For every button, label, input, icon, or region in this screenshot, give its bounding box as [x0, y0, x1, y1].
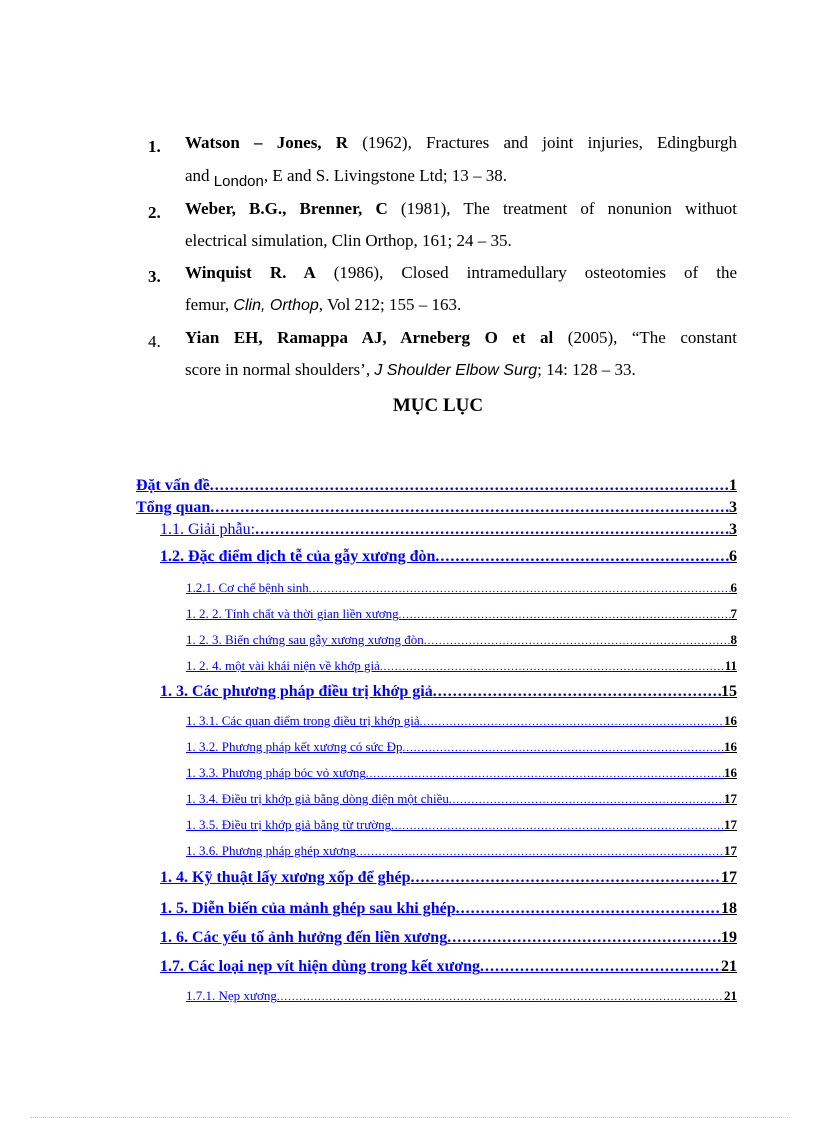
toc-entry[interactable]	[160, 683, 737, 701]
toc-entry-label: 1. 4. Kỹ thuật lấy xương xốp để ghép	[160, 869, 411, 886]
toc-entry-label: Tổng quan	[136, 499, 211, 516]
toc-entry-page: 19	[721, 929, 737, 946]
toc-entry[interactable]	[186, 988, 737, 1004]
toc-entry[interactable]	[186, 713, 737, 729]
toc-entry-page: 16	[724, 765, 737, 780]
reference-line-1: Winquist R. A (1986), Closed intramedullary osteotomies of the	[185, 263, 737, 282]
toc-dot-leader	[435, 548, 729, 566]
toc-entry[interactable]	[186, 843, 737, 859]
toc-entry[interactable]	[186, 817, 737, 833]
toc-entry-page: 3	[729, 499, 737, 516]
reference-authors: Winquist R. A	[185, 263, 316, 282]
toc-dot-leader	[433, 683, 721, 701]
toc-entry-label: 1. 3.6. Phương pháp ghép xương	[186, 843, 357, 858]
reference-line-1: Yian EH, Ramappa AJ, Arneberg O et al (2005), “The constant	[185, 328, 738, 347]
toc-entry-page: 3	[729, 521, 737, 538]
reference-authors: Watson – Jones, R	[185, 133, 349, 152]
reference-number: 4.	[148, 332, 161, 351]
toc-dot-leader	[447, 929, 721, 947]
toc-entry[interactable]	[160, 929, 737, 947]
toc-entry-label: 1. 3.2. Phương pháp kết xương có sức Ðp	[186, 739, 403, 754]
toc-dot-leader	[277, 991, 724, 1003]
toc-entry-page: 8	[730, 632, 737, 647]
toc-dot-leader	[456, 900, 721, 918]
toc-entry[interactable]	[160, 958, 737, 976]
toc-entry-page: 6	[730, 580, 737, 595]
toc-entry-page: 17	[724, 817, 737, 832]
toc-entry[interactable]	[160, 900, 737, 918]
reference-line-2: femur, Clin, Orthop, Vol 212; 155 – 163.	[185, 295, 462, 314]
toc-dot-leader	[480, 958, 721, 976]
toc-dot-leader	[411, 869, 722, 887]
toc-entry-page: 7	[730, 606, 737, 621]
toc-entry-label: 1.2. Đặc điểm dịch tễ của gẫy xương đòn	[160, 548, 436, 565]
toc-entry[interactable]	[186, 765, 737, 781]
toc-entry-label: 1. 6. Các yếu tố ảnh hưởng đến liền xương	[160, 929, 448, 946]
toc-entry-label: 1. 3. Các phương pháp điều trị khớp giả	[160, 683, 433, 700]
toc-dot-leader	[356, 846, 724, 858]
toc-dot-leader	[403, 742, 724, 754]
toc-entry-label: 1. 5. Diễn biến của mảnh ghép sau khi ghép	[160, 900, 456, 917]
toc-entry-label: 1. 2. 3. Biến chứng sau gẫy xương xương đòn	[186, 632, 424, 647]
toc-dot-leader	[309, 583, 731, 595]
reference-number: 1.	[148, 137, 161, 156]
toc-dot-leader	[424, 635, 731, 647]
toc-entry[interactable]	[186, 632, 737, 648]
reference-authors: Weber, B.G., Brenner, C	[185, 199, 388, 218]
reference-number: 2.	[148, 203, 161, 222]
toc-entry-page: 21	[724, 988, 737, 1003]
toc-dot-leader	[210, 477, 729, 495]
reference-authors: Yian EH, Ramappa AJ, Arneberg O et al	[185, 328, 554, 347]
reference-number: 3.	[148, 267, 161, 286]
toc-entry-label: 1.7. Các loại nẹp vít hiện dùng trong kết xương	[160, 958, 480, 975]
toc-dot-leader	[255, 521, 729, 539]
toc-entry-page: 16	[724, 739, 737, 754]
toc-entry-label: 1. 2. 4. một vài khái niện về khớp giả	[186, 658, 380, 673]
toc-entry[interactable]	[186, 739, 737, 755]
toc-dot-leader	[399, 609, 731, 621]
toc-entry-label: 1. 3.5. Điều trị khớp giả bằng từ trường	[186, 817, 392, 832]
toc-entry-page: 17	[721, 869, 737, 886]
toc-dot-leader	[449, 794, 724, 806]
toc-entry-page: 1	[729, 477, 737, 494]
toc-entry[interactable]	[136, 477, 737, 495]
toc-dot-leader	[366, 768, 724, 780]
toc-entry-page: 21	[721, 958, 737, 975]
toc-entry[interactable]	[186, 580, 737, 596]
toc-entry-page: 17	[724, 843, 737, 858]
toc-dot-leader	[420, 716, 724, 728]
toc-entry-label: 1. 3.4. Điều trị khớp giả bằng dòng điện một chiều	[186, 791, 449, 806]
toc-title: MỤC LỤC	[392, 395, 484, 416]
toc-entry[interactable]	[160, 521, 737, 539]
toc-entry[interactable]	[186, 606, 737, 622]
toc-entry-page: 16	[724, 713, 737, 728]
toc-entry-label: 1. 2. 2. Tính chất và thời gian liền xương	[186, 606, 399, 621]
toc-entry[interactable]	[136, 499, 737, 517]
page-bottom-divider	[30, 1117, 790, 1118]
toc-entry[interactable]	[186, 791, 737, 807]
toc-entry-label: Đặt vấn đề	[136, 477, 210, 494]
reference-line-2: and London, E and S. Livingstone Ltd; 13 – 38.	[185, 166, 508, 190]
toc-entry-page: 18	[721, 900, 737, 917]
toc-entry[interactable]	[160, 548, 737, 566]
toc-entry-label: 1.7.1. Nẹp xương	[186, 988, 277, 1003]
toc-dot-leader	[391, 820, 724, 832]
toc-entry-page: 15	[721, 683, 737, 700]
toc-dot-leader	[380, 661, 725, 673]
reference-line-1: Watson – Jones, R (1962), Fractures and joint injuries, Edingburgh	[185, 133, 737, 152]
toc-entry-label: 1.1. Giải phẫu:	[160, 521, 256, 538]
reference-line-1: Weber, B.G., Brenner, C (1981), The treatment of nonunion withuot	[185, 199, 738, 218]
toc-entry-label: 1.2.1. Cơ chế bệnh sinh	[186, 580, 309, 595]
toc-dot-leader	[210, 499, 729, 517]
toc-entry[interactable]	[186, 658, 737, 674]
reference-line-2: score in normal shoulders’, J Shoulder Elbow Surg; 14: 128 – 33.	[185, 360, 636, 379]
toc-entry-label: 1. 3.3. Phương pháp bóc vỏ xương	[186, 765, 366, 780]
toc-entry-label: 1. 3.1. Các quan điểm trong điều trị khớp giả	[186, 713, 420, 728]
reference-line-2: electrical simulation, Clin Orthop, 161; 24 – 35.	[185, 231, 512, 250]
toc-entry-page: 17	[724, 791, 737, 806]
toc-entry-page: 6	[729, 548, 737, 565]
toc-entry[interactable]	[160, 869, 737, 887]
toc-entry-page: 11	[724, 658, 737, 673]
